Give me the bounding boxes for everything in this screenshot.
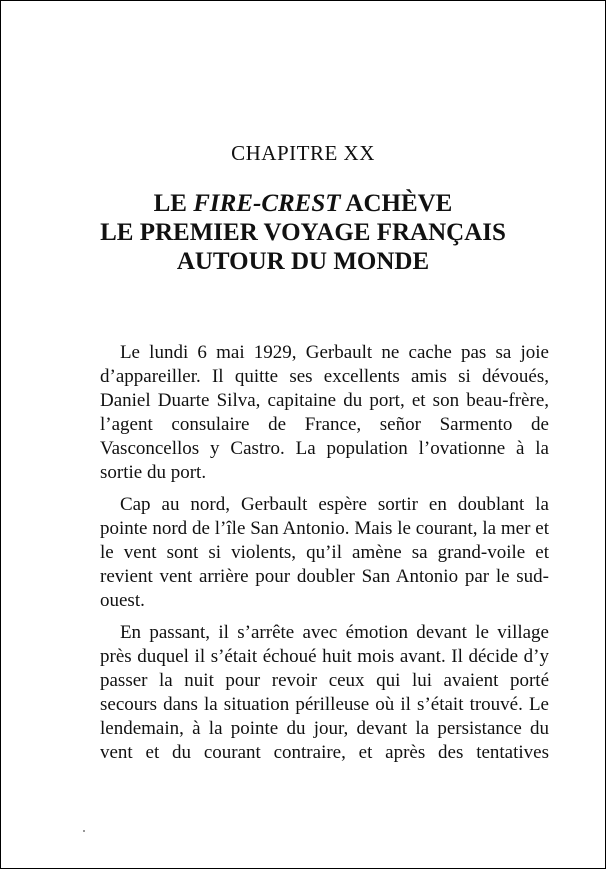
chapter-label: CHAPITRE XX (231, 141, 375, 165)
paragraph-3: En passant, il s’arrête avec émotion devant le village près duquel il s’était échoué huit mois avant. Il décide d’y passer la nuit pour revoir ceux qui lui avaient porté secours dans la situation périlleuse où il s’était trouvé. Le lendemain, à la pointe du jour, devant la persistance du vent et du courant contraire, et après des tentatives (100, 622, 549, 763)
chapter-title-line-3: AUTOUR DU MONDE (176, 248, 430, 275)
title-boat-name: FIRE-CREST (193, 190, 341, 217)
chapter-title-line-2: LE PREMIER VOYAGE FRANÇAIS (100, 219, 506, 246)
chapter-title-line-1 (1, 189, 605, 218)
body-text (100, 341, 549, 765)
chapter-title (1, 189, 605, 276)
title-line-1-suffix: ACHÈVE (340, 190, 453, 217)
paragraph-2: Cap au nord, Gerbault espère sortir en doublant la pointe nord de l’île San Antonio. Mais le courant, la mer et le vent sont si violents, qu’il amène sa grand-voile et revient vent arrière pour doubler San Antonio par le sud-ouest. (100, 494, 549, 611)
paragraph-1: Le lundi 6 mai 1929, Gerbault ne cache pas sa joie d’appareiller. Il quitte ses excellents amis si dévoués, Daniel Duarte Silva, capitaine du port, et son beau-frère, l’agent consulaire de France, señor Sarmento de Vasconcellos y Castro. La population l’ovationne à la sortie du port. (100, 342, 549, 483)
scan-speck (83, 830, 85, 832)
title-line-1-prefix: LE (153, 190, 194, 217)
